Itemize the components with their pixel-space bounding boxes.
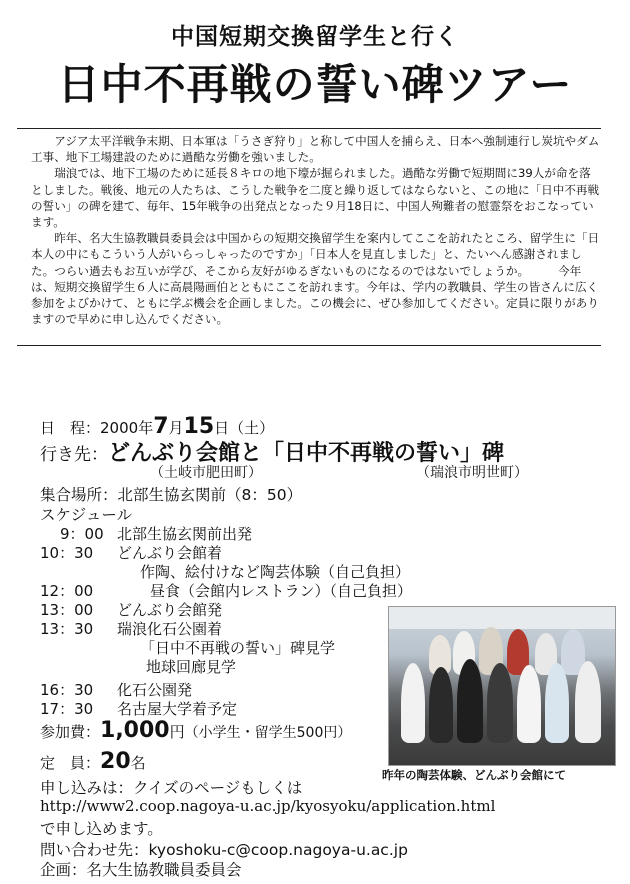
organizer: 企画：名大生協教職員委員会 (40, 861, 242, 879)
schedule-time: 12：00 (40, 582, 94, 600)
apply-end-text: で申し込めます。 (40, 820, 163, 838)
page-title: 日中不再戦の誓い碑ツアー (57, 60, 573, 109)
destination-label: 行き先： (40, 445, 108, 465)
schedule-time: 9：00 (60, 525, 104, 543)
destination-place-mizunami: （瑞浪市明世町） (416, 465, 528, 481)
capacity-number: 20 (100, 749, 131, 774)
schedule-item: 「日中不再戦の誓い」碑見学 (140, 639, 336, 657)
capacity-unit: 名 (130, 754, 146, 772)
schedule-item: 瑞浪化石公園着 (117, 620, 223, 638)
photo-person (457, 659, 483, 743)
schedule-label: スケジュール (40, 506, 133, 524)
apply-url-link[interactable]: http://www2.coop.nagoya-u.ac.jp/kyosyoku/application.html (40, 797, 496, 815)
fee-label: 参加費： (40, 723, 101, 741)
apply-text: 申し込みは：クイズのページもしくは (40, 779, 303, 797)
date-day-unit: 日（土） (214, 419, 275, 437)
photo-person (545, 663, 569, 743)
photo-person (401, 663, 425, 743)
subtitle: 中国短期交換留学生と行く (171, 24, 459, 50)
fee-amount: 1,000 (100, 718, 170, 743)
schedule-item: 化石公園発 (117, 681, 193, 699)
schedule-item: 昼食（会館内レストラン）（自己負担） (150, 582, 413, 600)
schedule-item: 地球回廊見学 (146, 658, 237, 676)
capacity-row (40, 749, 146, 774)
date-label: 日 程： (40, 419, 101, 437)
destination-place-toki: （土岐市肥田町） (150, 465, 262, 481)
photo-person (487, 663, 513, 743)
intro-text (31, 133, 601, 327)
photo-caption: 昨年の陶芸体験、どんぶり会館にて (382, 768, 566, 782)
schedule-item: 名古屋大学着予定 (117, 700, 238, 718)
schedule-item: 作陶、絵付けなど陶芸体験（自己負担） (140, 563, 411, 581)
schedule-time: 13：30 (40, 620, 94, 638)
schedule-item: 北部生協玄関前出発 (117, 525, 253, 543)
schedule-time: 13：00 (40, 601, 94, 619)
photo-window-strip (389, 607, 615, 629)
schedule-time: 10：30 (40, 544, 94, 562)
contact-info: 問い合わせ先：kyoshoku-c@coop.nagoya-u.ac.jp (40, 841, 408, 859)
intro-paragraph: 昨年、名大生協教職員委員会は中国からの短期交換留学生を案内してここを訪れたところ、留学生に「日本人の中にもこういう人がいらっしゃったのですか」「日本人を見直しました」と、たいへん感謝されました。つらい過去もお互いが学び、そこから友好がゆるぎないものになるのではないでしょうか。 今年は、短期交換留学生６人に高晨陽画伯とともにここを訪れます。今年は、学内の教職員、学生の皆さんに広く参加をよびかけて、ともに学ぶ機会を企画しました。この機会に、ぜひ参加してください。定員に限りがありますので早めに申し込んでください。 (31, 231, 600, 327)
schedule-time: 16：30 (40, 681, 94, 699)
photo-person (429, 667, 453, 743)
intro-paragraph: 瑞浪では、地下工場のために延長８キロの地下壕が掘られました。過酷な労働で短期間に39人が命を落としました。戦後、地元の人たちは、こうした戦争を二度と繰り返してはならないと、この地に「日中不再戦の誓い」の碑を建て、毎年、15年戦争の出発点となった９月18日に、中国人殉難者の慰霊祭をおこなっています。 (31, 166, 600, 230)
group-photo (388, 606, 616, 766)
date-day: 15 (183, 414, 215, 439)
meeting-place: 集合場所：北部生協玄関前（8：50） (40, 486, 303, 504)
fee-unit: 円 (169, 723, 185, 741)
capacity-label: 定 員： (40, 754, 101, 772)
schedule-time: 17：30 (40, 700, 94, 718)
destination-text: どんぶり会館と「日中不再戦の誓い」碑 (108, 441, 505, 466)
intro-box (17, 128, 601, 346)
fee-row (40, 718, 351, 743)
schedule-item: どんぶり会館発 (117, 601, 223, 619)
schedule-item: どんぶり会館着 (117, 544, 223, 562)
photo-person (517, 665, 541, 743)
date-year: 2000年 (100, 419, 154, 437)
photo-person (575, 661, 601, 743)
date-month: 7 (153, 414, 169, 439)
date-month-unit: 月 (168, 419, 184, 437)
intro-paragraph: アジア太平洋戦争末期、日本軍は「うさぎ狩り」と称して中国人を捕らえ、日本へ強制連行し炭坑やダム工事、地下工場建設のために過酷な労働を強いました。 (31, 134, 600, 165)
fee-note: （小学生・留学生500円） (184, 725, 352, 741)
